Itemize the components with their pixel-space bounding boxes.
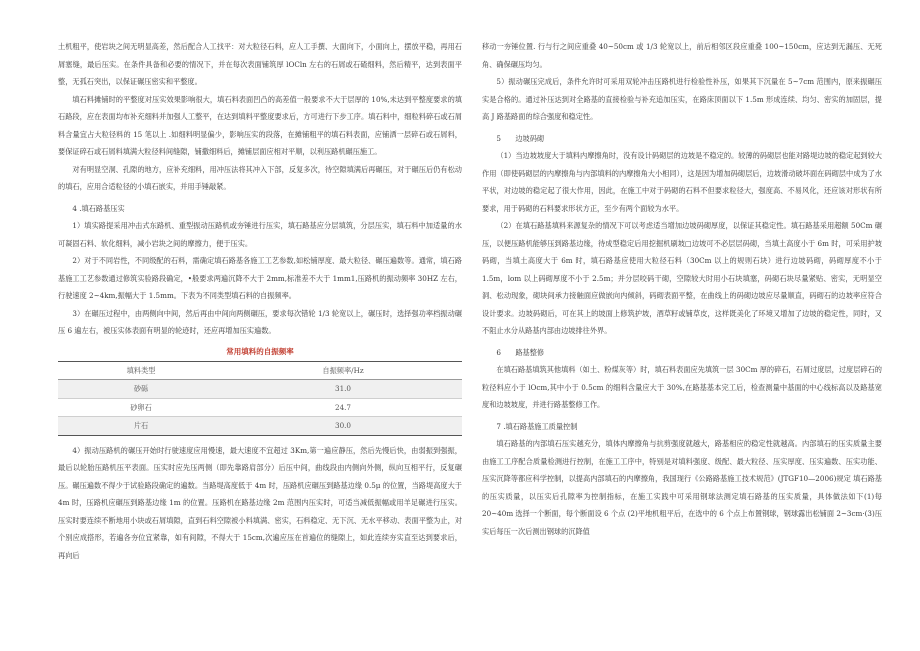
paragraph: 填石路基的内部填石压实越充分，填体内摩擦角与抗剪强度就越大，路基相应的稳定性就越高。内部填石的压实质量主要由施工工序配合质量检测进行控制，在施工工序中，特别是对填料强度、级配、最大粒径、压实厚度、压实遍数、压实功能、压实沉降等都应科学控制，以提高内部填石的内摩擦角，我国现行《公路路基施工技术规范》(JTGF10—2006)规定 填石路基的压实质量，以压实后孔隙率为控制指标，在施工实践中可采用钢球法测定填石路基的压实质量，具体做法如下(1)每 20~40m 选择一个断面，每个断面设 6 个点 (2)平地机粗平后，在选中的 6 个点上布置钢球，钢球露出松铺面 2~3cm·(3)压实后每压一次后测出钢球的沉降值 bbox=[482, 439, 882, 536]
right-column bbox=[482, 38, 882, 540]
frequency-table bbox=[58, 361, 462, 436]
section-heading-6: 6 路基整修 bbox=[496, 347, 545, 357]
table-cell: 砂砾 bbox=[58, 380, 224, 399]
section-heading-5: 5 边坡码砌 bbox=[496, 133, 545, 143]
paragraph: 4）振动压路机的碾压开始时行驶速度应用慢速，最大速度不宜超过 3Km,第一遍应静压，然后先慢后快，由弱振到强振，最后以轮胎压路机压平表面。压实时应先压两侧（即先靠路肩部分）后压中间，曲线段由内侧向外侧，纵向互相平行，反复碾压。碾压遍数不得少于试验路段确定的遍数。当路堤高度低于 4m 时，压路机应碾压到路基边缘 0.5μ 的位置，当路堤高度大于 4m 时，压路机应碾压到路基边缘 1m 的位置。压路机在路基边缘 2m 范围内压实时，可适当减低振幅或用羊足碾进行压实。压实时要连续不断地用小块或石屑填隙，直到石料空隙被小料填满、密实，石料稳定、无下沉、无水平移动、表面平整为止，对个别应成搭形，若遍各夯位宜紧靠，如有间隙，不得大于 15cm,次遍应压在首遍位的缝隙上，如此连续夯实直至达到要求后，再向后 bbox=[58, 445, 462, 560]
table-cell: 24.7 bbox=[224, 398, 462, 417]
section-heading-7: 7 .填石路基施工质量控制 bbox=[496, 421, 578, 431]
paragraph: （2）在填石路基填料来源复杂的情况下可以考虑适当增加边坡码砌厚度，以保证其稳定性。填石路基采用超额 50Cm 碾压，以便压路机能够压到路基边缘，待成型稳定后用挖掘机刷坡□边坡可不必层层码砌，当填土高度小于 6m 时，可采用护坡码砌，当填土高度大于 6m 时，填石路基应使用大粒径石料（30Cm 以上的规则石块）进行边坡码砌，码砌厚度不小于 1.5m，lom 以上码砌厚度不小于 2.5m；并分层咬码干砌，空隙较大时用小石块填塞，码砌石块尽量紧贴、密实，无明显空洞、松动现象，砌块间承力接触面应做嵌向内倾斜，码砌表面平整，在曲线上的码砌边坡应尽量顺直，码砌石的边坡率应符合设计要求。边坡码砌后，可在其上的坡面上修筑护坡，酒草籽或铺草皮，这样既美化了环境又增加了边坡的稳定性，同时，又不阻止水分从路基内部由边坡排往外界。 bbox=[482, 221, 882, 335]
paragraph: 5）振动碾压完成后，条件允许时可采用双轮冲击压路机进行检验性补压，如果其下沉量在 5~7cm 范围内，原来振碾压实是合格的。通过补压达到对全路基的直接检验与补充追加压实，在路床顶面以下 1.5m 形成连续、均匀、密实的加固层，提高 J 路基路面的综合强度和稳定性。 bbox=[482, 77, 882, 121]
table-cell: 30.0 bbox=[224, 417, 462, 436]
left-column bbox=[58, 38, 462, 564]
table-cell: 片石 bbox=[58, 417, 224, 436]
table-row bbox=[58, 398, 462, 417]
paragraph: 3）在碾压过程中，由两侧向中间，然后再由中间向两侧碾压，要求每次错轮 1/3 轮宽以上，碾压时，选择强功率档振动碾压 6 遍左右，被压实体表面有明显的轮迹时，还应再增加压实遍数。 bbox=[58, 308, 462, 335]
paragraph: （1）当边坡坡度大于填料内摩擦角时，没有设计码砌层的边坡是不稳定的。较薄的码砌层也能对路堤边坡的稳定起到较大作用（即使码砌层的内摩擦角与内部填料的内摩擦角大小相同），这是因为增加码砌层后，边坡滑动破坏面在码砌层中成为了水平状，对边坡的稳定起了很大作用，因此，在施工中对于码砌的石料不但要求粒径大，强度高、不易风化，还应该对形状有所要求，用于码砌的石料要求形状方正，至少有两个面较为水平。 bbox=[482, 151, 882, 213]
table-row bbox=[58, 417, 462, 436]
table-row bbox=[58, 380, 462, 399]
paragraph: 土机粗平，使岩块之间无明显高差，然后配合人工找平：对大粒径石料，应人工手撰、大面向下，小面向上，摆放平稳，再用石屑塞缝，最后压实。在条件具备和必要的情况下，并在每次表面铺筑厚 lOCln 左右的石屑或石碴细料，然后精平，达到表面平整，无孤石突出，以保证碾压密实和平整度。 bbox=[58, 42, 462, 86]
table-cell: 砂卵石 bbox=[58, 398, 224, 417]
paragraph: 在填石路基填筑其他填料（如土、粉煤灰等）时，填石料表面应先填筑一层 30Cm 厚的碎石，石屑过度层，过度层碎石的粒径料应小于 lOcm,其中小于 0.5cm 的细料含量应大于 30%,在路基基本完工后，检查测量中基面的中心线标高以及路基宽度和边坡坡度，并进行路基整修工作。 bbox=[482, 365, 882, 409]
paragraph: 1）填实路提采用冲击式东路机、重型振动压路机或夯锤进行压实，填石路基应分层填筑，分层压实，填石料中加适量的水可凝固石料、软化细料，减小岩块之间的摩擦力，便于压实。 bbox=[58, 221, 462, 248]
paragraph: 填石料摊铺时的平整度对压实效果影响很大，填石料表面凹凸的高差值一般要求不大于层厚的 10%,未达到平整度要求的填石路段，应在表面均布补充细料并加强人工整平，在达到填料平整度要求后，方可进行下步工序。填石料中，细粒料碎石或石屑料含量宜占大粒径料的 15 笔以上 .如细料明显偏少，影响压实的段落，在摊铺粗平的填石料表面，应铺洒一层碎石或石屑料，要保证碎石或石屑料填满大粒径料间缝隙，铺撒细料后，摊铺层面应相对平顺，以利压路机碾压施工。 bbox=[58, 94, 462, 156]
table-title: 常用填料的自振频率 bbox=[226, 346, 294, 356]
section-heading-4: 4 .填石路基压实 bbox=[72, 203, 125, 213]
table-cell: 31.0 bbox=[224, 380, 462, 399]
table-header-material: 填料类型 bbox=[58, 361, 224, 380]
table-header-frequency: 自振频率/Hz bbox=[224, 361, 462, 380]
paragraph: 对有明显空洞、孔隙的地方，应补充细料，用冲压法将其冲入下部，反复多次，待空隙填满后再碾压，对于碾压后仍有松动的填石，应用合适粒径的小填石嵌实，并用手锤敲紧。 bbox=[58, 164, 462, 191]
paragraph: 移动一夯锤位置. 行与行之间应重叠 40~50cm 或 1/3 轮宽以上，前后相邻区段应重叠 100~150cm，应达到无漏压、无死角、确保碾压均匀。 bbox=[482, 42, 882, 69]
paragraph: 2）对于不同岩性，不同级配的石料，需确定填石路基各施工工艺参数,如松铺厚度、最大粒径、碾压遍数等。通常，填石路基施工工艺参数通过修筑实验路段确定，•般要求两遍沉降不大于 2mm,标准差不大于 1mm1,压路机的振动频率 30HZ 左右，行驶速度 2~4km,振幅大于 1.5mm。下表为不同类型填石料的自振频率。 bbox=[58, 256, 462, 300]
